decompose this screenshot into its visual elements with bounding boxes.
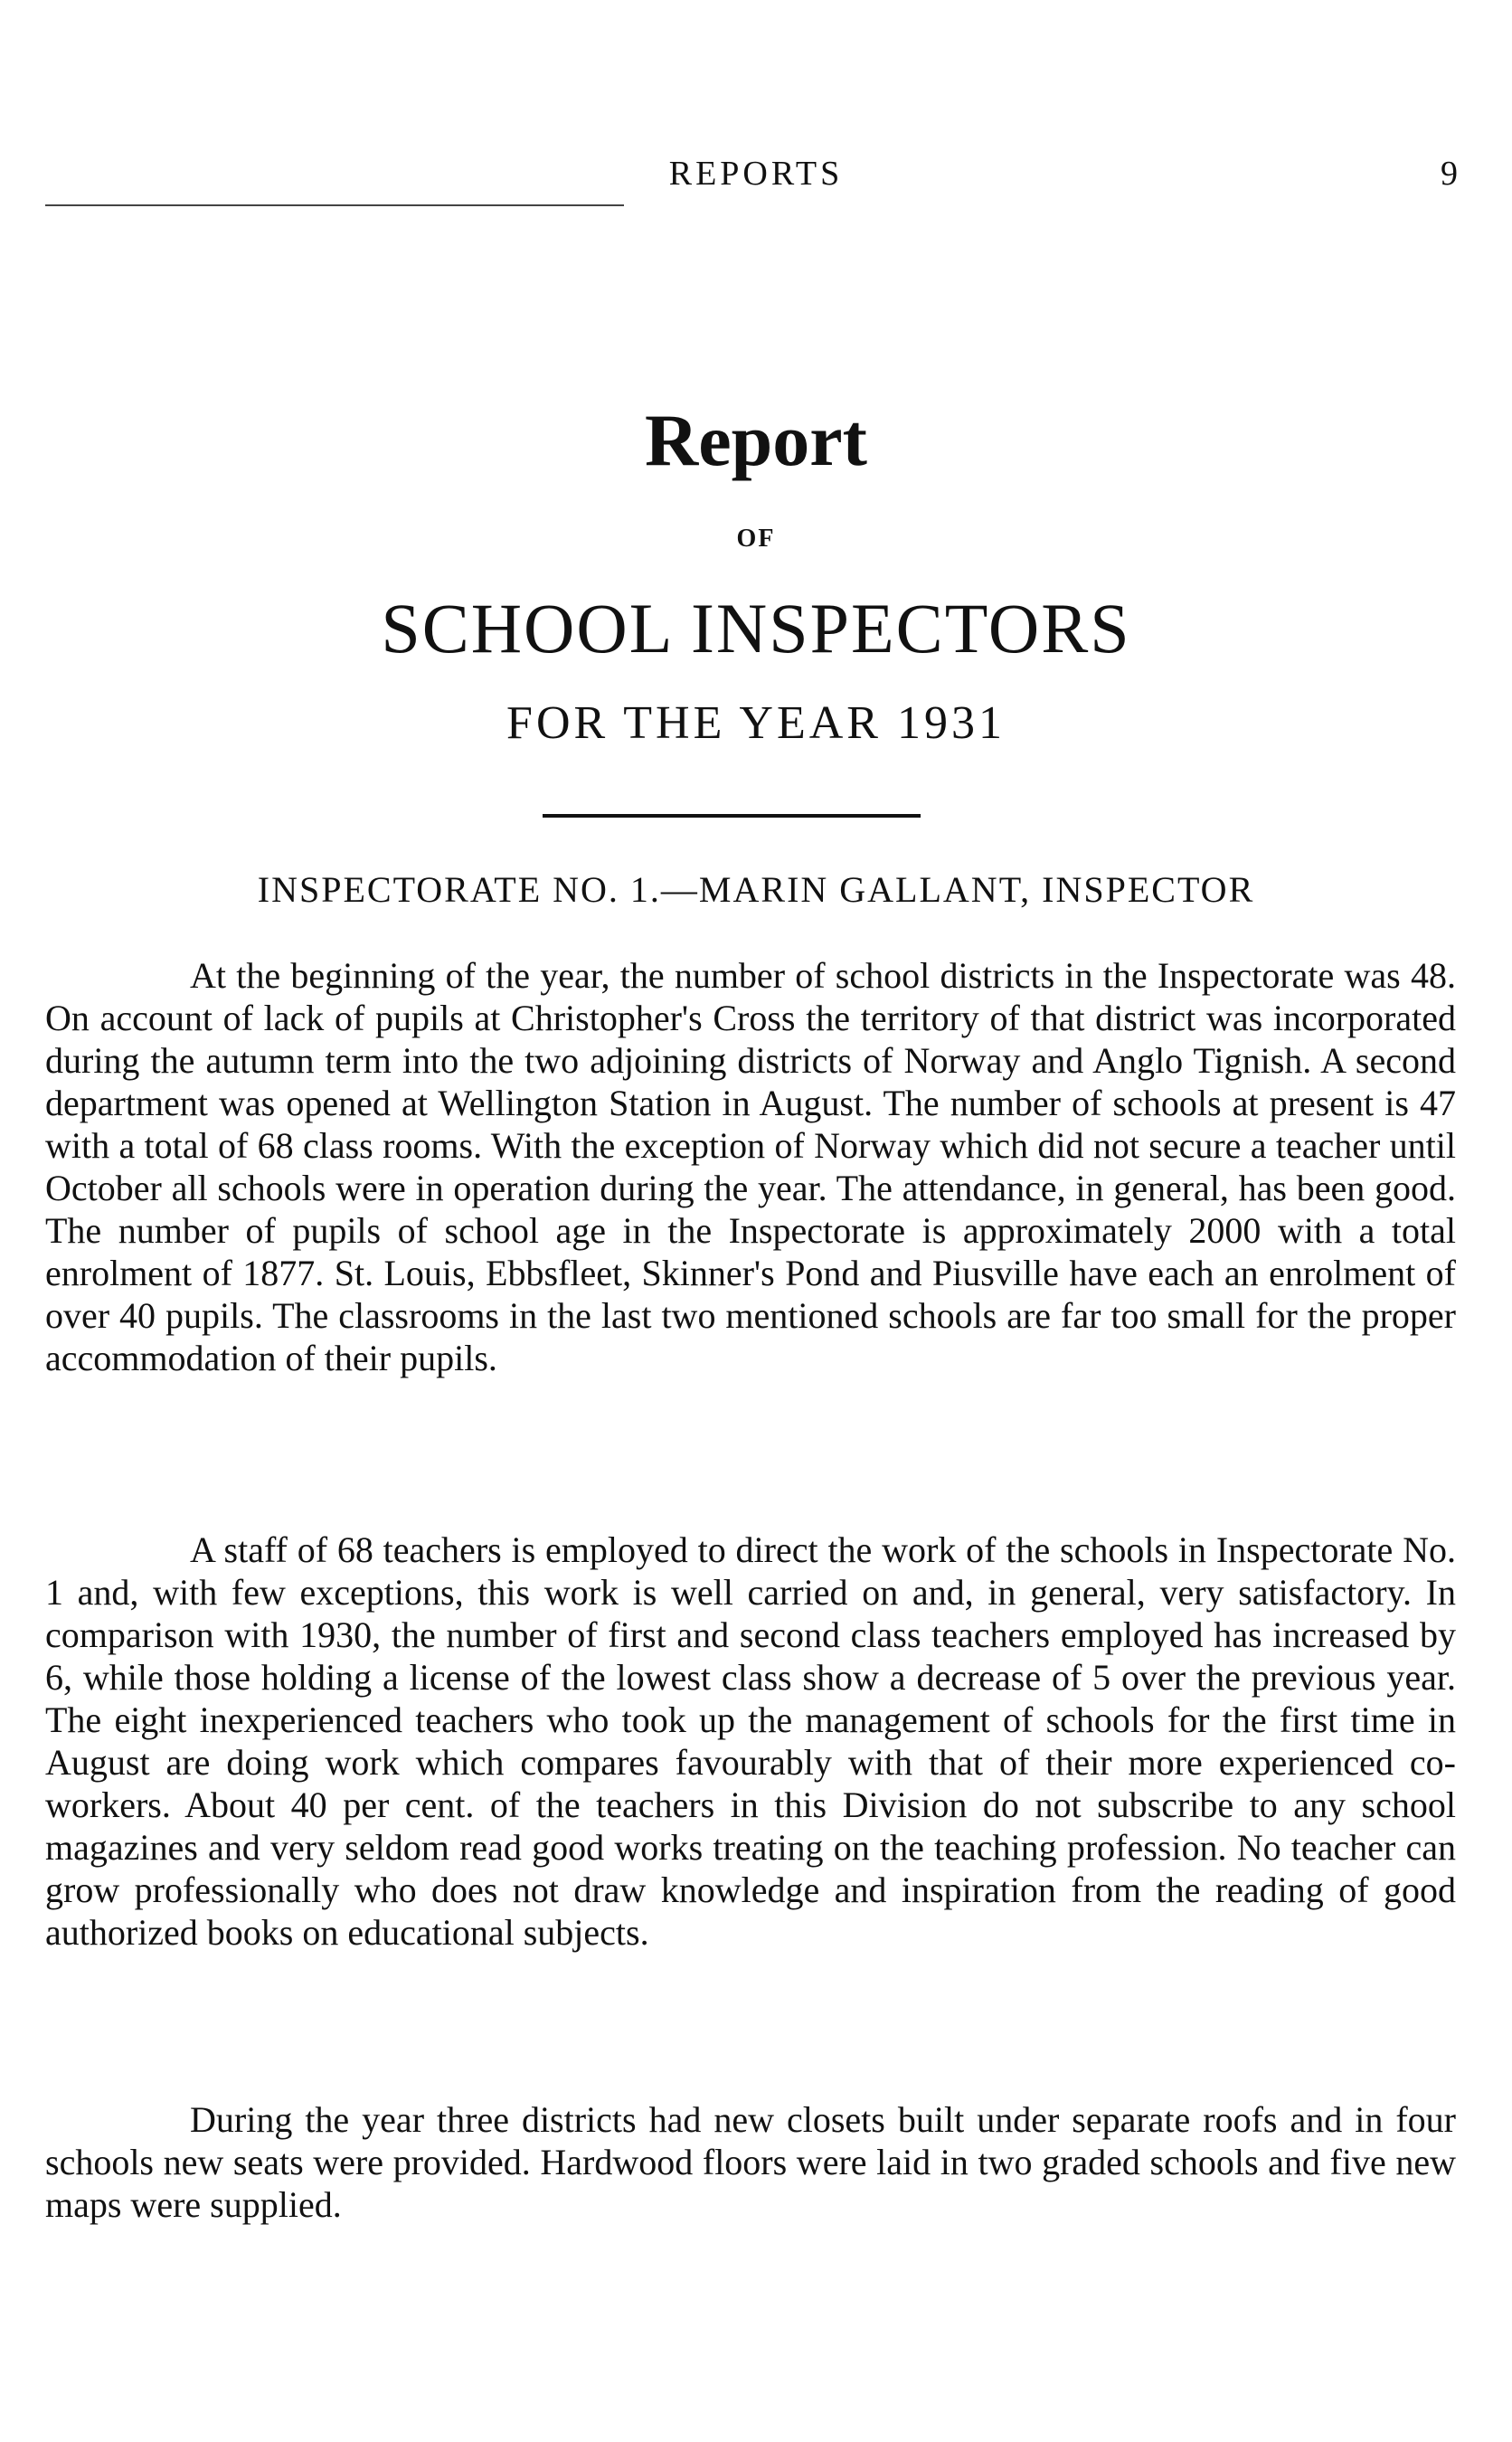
main-title: SCHOOL INSPECTORS bbox=[381, 589, 1131, 667]
header-rule bbox=[45, 204, 624, 206]
page-number: 9 bbox=[1441, 155, 1458, 193]
report-title: Report bbox=[645, 399, 867, 481]
paragraph: A staff of 68 teachers is employed to direct the work of the schools in Inspectorate No. 1 and, with few exceptions, this work is well carried on and, in general, very satisfactory. In comparison with 1930, the number of first and second class teachers employed has increased by 6, while those holding a license of the lowest class show a decrease of 5 over the previous year. The eight inexperienced teachers who took up the management of schools for the first time in August are doing work which compares favourably with that of their more experienced co-workers. About 40 per cent. of the teachers in this Division do not subscribe to any school magazines and very seldom read good works treating on the teaching profession. No teacher can grow professionally who does not draw knowledge and inspiration from the reading of good authorized books on educational subjects. bbox=[45, 1529, 1456, 1953]
title-divider bbox=[543, 814, 921, 818]
title-connector: OF bbox=[736, 525, 776, 553]
paragraph: During the year three districts had new closets built under separate roofs and in four schools new seats were provided. Hardwood floors were laid in two graded schools and five new maps were supplied. bbox=[45, 2099, 1456, 2225]
subtitle: FOR THE YEAR 1931 bbox=[506, 697, 1006, 749]
paragraph: At the beginning of the year, the number of school districts in the Inspectorate was 48. On account of lack of pupils at Christopher's Cross the territory of that district was incorporated during the autumn term into the two adjoining districts of Norway and Anglo Tignish. A second department was opened at Wellington Station in August. The number of schools at present is 47 with a total of 68 class rooms. With the exception of Norway which did not secure a teacher until October all schools were in operation during the year. The attendance, in general, has been good. The number of pupils of school age in the Inspectorate is approximately 2000 with a total enrolment of 1877. St. Louis, Ebbsfleet, Skinner's Pond and Piusville have each an enrolment of over 40 pupils. The classrooms in the last two mentioned schools are far too small for the proper accommodation of their pupils. bbox=[45, 955, 1456, 1378]
section-heading: INSPECTORATE NO. 1.—MARIN GALLANT, INSPECTOR bbox=[257, 869, 1255, 910]
running-header bbox=[45, 154, 1467, 208]
running-title: REPORTS bbox=[668, 155, 844, 193]
